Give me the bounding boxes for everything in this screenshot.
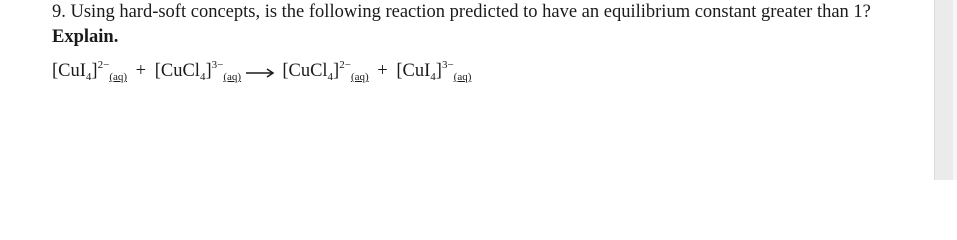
plus-sign: + — [377, 61, 388, 81]
product-cui4: $[CuI_4]^{3-}_{(aq)}$ — [396, 59, 472, 83]
plus-sign: + — [135, 61, 147, 81]
reaction-arrow-icon — [246, 68, 276, 78]
reaction-equation — [52, 59, 471, 85]
question-body: 9. Using hard-soft concepts, is the following reaction predicted to have an equilibrium constant greater than 1? — [52, 2, 871, 22]
question-text — [52, 0, 922, 50]
product-cucl4: [CuCl$_4$]$^{2-}_{(aq)}$ — [282, 59, 369, 83]
reactant-cucl4: [CuCl$_4$]$^{3-}_{(aq)}$ — [154, 59, 242, 83]
question-emphasis: Explain. — [52, 27, 119, 47]
reactant-cui4: $[CuI_4]^{2-}_{(aq)}$ — [52, 59, 128, 83]
scrollbar-edge — [953, 0, 957, 180]
